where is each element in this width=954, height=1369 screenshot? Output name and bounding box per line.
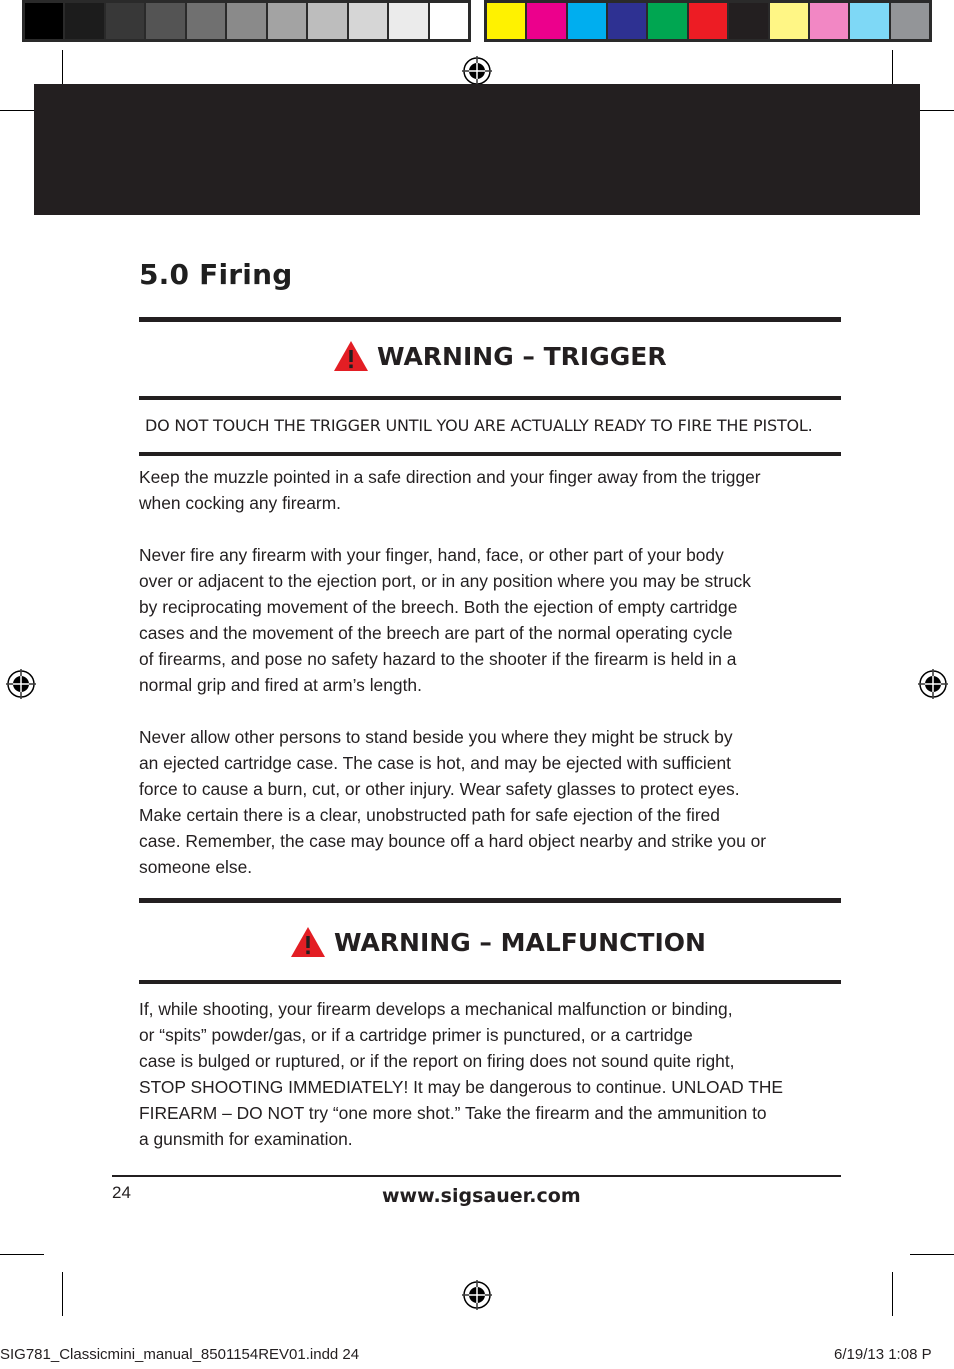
- color-swatch: [487, 3, 527, 39]
- registration-mark-icon: [462, 56, 492, 86]
- body-paragraph: Never allow other persons to stand beside you where they might be struck by an ejected cartridge case. The case is hot, and may be ejected with sufficient force to cause a burn, cut, or other injury. Wear safety glasses to protect eyes. Make certain there is a clear, unobstructed path for safe ejection of the fired case. Remember, the case may bounce off a hard object nearby and strike you or someone else.: [139, 727, 767, 877]
- divider: [139, 317, 841, 322]
- color-swatch: [65, 3, 105, 39]
- body-paragraph: Keep the muzzle pointed in a safe direction and your finger away from the trigger when cocking any firearm.: [139, 467, 761, 513]
- color-swatch: [810, 3, 850, 39]
- trigger-notice: DO NOT TOUCH THE TRIGGER UNTIL YOU ARE ACTUALLY READY TO FIRE THE PISTOL.: [145, 416, 813, 435]
- body-paragraph: If, while shooting, your firearm develops a mechanical malfunction or binding, or “spits” powder/gas, or if a cartridge primer is punctured, or a cartridge case is bulged or ruptured, or if the report on firing does not sound quite right, STOP SHOOTING IMMEDIATELY! It may be dangerous to continue. UNLOAD THE FIREARM – DO NOT try “one more shot.” Take the firearm and the ammunition to a gunsmith for examination.: [139, 999, 784, 1149]
- color-swatch: [106, 3, 146, 39]
- website-link[interactable]: www.sigsauer.com: [382, 1185, 581, 1207]
- registration-mark-icon: [6, 669, 36, 699]
- slug-filename: SIG781_Classicmini_manual_8501154REV01.indd 24: [0, 1346, 360, 1363]
- warning-heading: WARNING – MALFUNCTION: [334, 927, 706, 957]
- warning-malfunction-heading-row: [290, 926, 706, 958]
- crop-mark: [62, 1272, 63, 1316]
- color-swatch: [25, 3, 65, 39]
- page-number: 24: [112, 1183, 131, 1202]
- color-swatch: [891, 3, 929, 39]
- footer-divider: [112, 1175, 841, 1177]
- divider: [139, 396, 841, 400]
- divider: [139, 980, 841, 984]
- warning-triangle-icon: [290, 926, 326, 958]
- process-color-bar: [484, 0, 932, 42]
- crop-mark: [0, 1254, 44, 1255]
- divider: [139, 898, 841, 903]
- registration-mark-icon: [918, 669, 948, 699]
- header-banner: [34, 84, 920, 215]
- color-swatch: [146, 3, 186, 39]
- warning-heading: WARNING – TRIGGER: [377, 341, 667, 371]
- crop-mark: [910, 1254, 954, 1255]
- slug-datetime: 6/19/13 1:08 P: [834, 1346, 932, 1363]
- color-swatch: [430, 3, 468, 39]
- registration-mark-icon: [462, 1280, 492, 1310]
- color-swatch: [850, 3, 890, 39]
- divider: [139, 452, 841, 456]
- color-swatch: [770, 3, 810, 39]
- color-swatch: [308, 3, 348, 39]
- warning-triangle-icon: [333, 340, 369, 372]
- color-swatch: [689, 3, 729, 39]
- crop-mark: [892, 1272, 893, 1316]
- color-swatch: [349, 3, 389, 39]
- warning-trigger-heading-row: [333, 340, 667, 372]
- color-swatch: [608, 3, 648, 39]
- color-swatch: [729, 3, 769, 39]
- body-paragraph: Never fire any firearm with your finger, hand, face, or other part of your body over or adjacent to the ejection port, or in any position where you may be struck by reciprocating movement of the breech. Both the ejection of empty cartridge cases and the movement of the breech are part of the normal operating cycle of firearms, and pose no safety hazard to the shooter if the firearm is held in a normal grip and fired at arm’s length.: [139, 545, 751, 695]
- color-swatch: [527, 3, 567, 39]
- section-title: 5.0 Firing: [139, 258, 293, 291]
- color-swatch: [227, 3, 267, 39]
- color-swatch: [389, 3, 429, 39]
- color-swatch: [187, 3, 227, 39]
- color-swatch: [648, 3, 688, 39]
- color-swatch: [568, 3, 608, 39]
- color-swatch: [268, 3, 308, 39]
- grayscale-color-bar: [22, 0, 471, 42]
